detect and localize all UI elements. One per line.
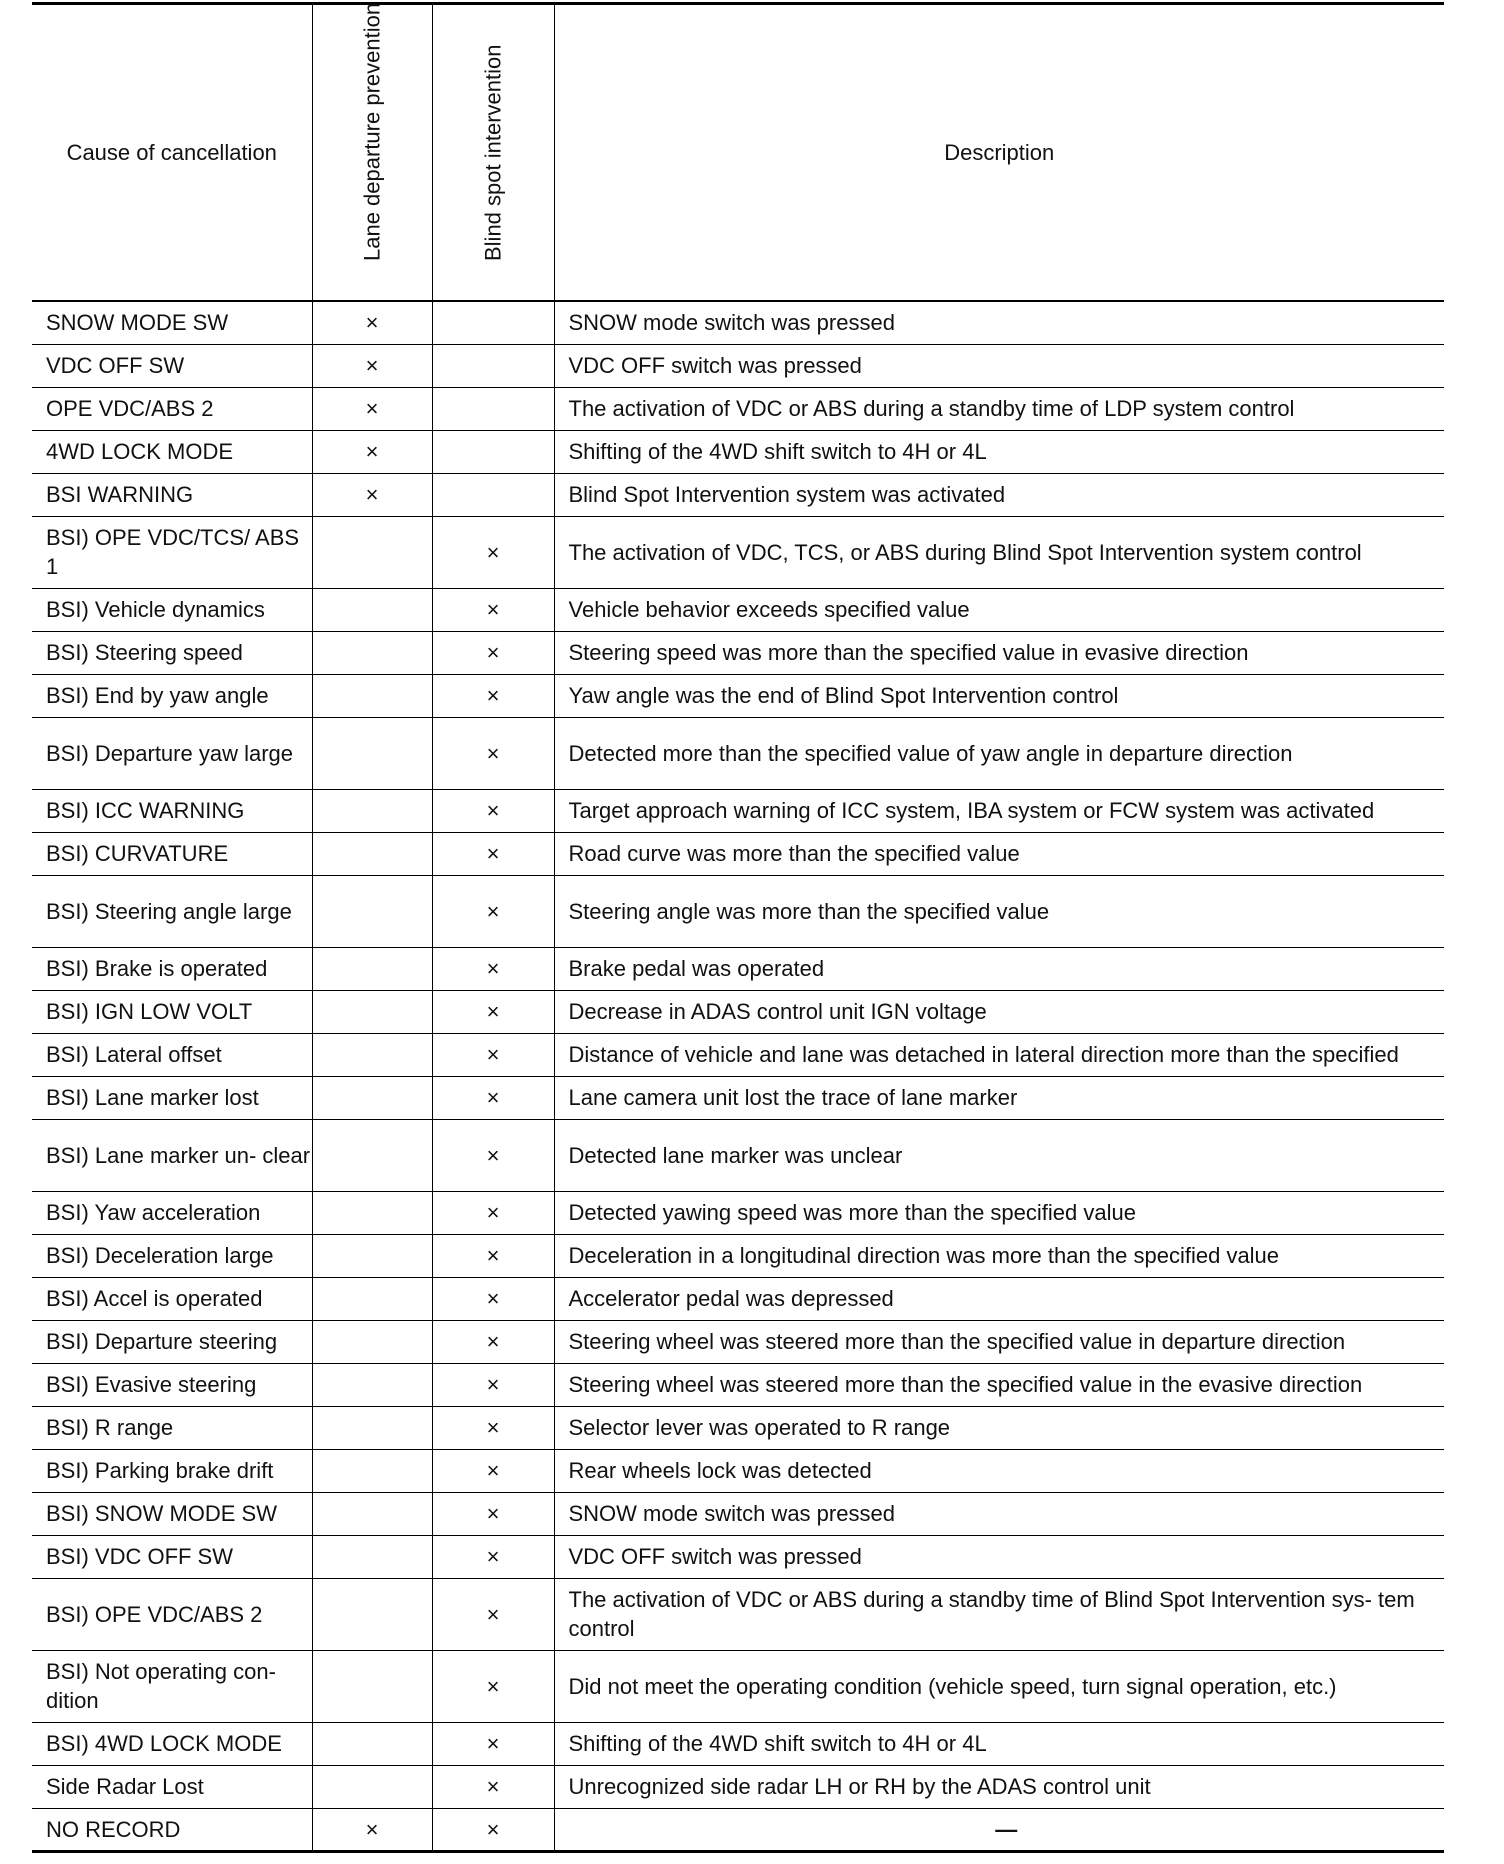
cause-cell: NO RECORD [32,1808,312,1851]
bsi-mark-cell: × [432,1765,554,1808]
description-cell: Shifting of the 4WD shift switch to 4H or 4L [554,430,1444,473]
table-row [32,387,1444,430]
ldp-mark-cell: × [312,1808,432,1851]
description-cell: Vehicle behavior exceeds specified value [554,588,1444,631]
bsi-mark-cell: × [432,1650,554,1722]
cause-cell: BSI) Departure yaw large [32,717,312,789]
bsi-mark-cell: × [432,717,554,789]
description-cell: SNOW mode switch was pressed [554,1492,1444,1535]
description-cell: Brake pedal was operated [554,947,1444,990]
table-row [32,674,1444,717]
bsi-mark-cell: × [432,875,554,947]
bsi-mark-cell: × [432,1406,554,1449]
cause-cell: BSI) Lane marker un- clear [32,1119,312,1191]
description-cell: Decrease in ADAS control unit IGN voltage [554,990,1444,1033]
ldp-mark-cell: × [312,344,432,387]
bsi-mark-cell: × [432,588,554,631]
description-cell: Shifting of the 4WD shift switch to 4H or 4L [554,1722,1444,1765]
table-row [32,1076,1444,1119]
bsi-mark-cell: × [432,631,554,674]
table-row [32,588,1444,631]
ldp-mark-cell [312,516,432,588]
cause-cell: BSI) Steering speed [32,631,312,674]
cause-cell: BSI) Not operating con- dition [32,1650,312,1722]
bsi-mark-cell [432,430,554,473]
table-row [32,832,1444,875]
ldp-mark-cell [312,1277,432,1320]
cause-cell: BSI) Vehicle dynamics [32,588,312,631]
cause-cell: 4WD LOCK MODE [32,430,312,473]
ldp-mark-cell [312,1363,432,1406]
bsi-mark-cell: × [432,947,554,990]
cause-cell: BSI) Lane marker lost [32,1076,312,1119]
description-cell: Yaw angle was the end of Blind Spot Intervention control [554,674,1444,717]
description-cell: Did not meet the operating condition (vehicle speed, turn signal operation, etc.) [554,1650,1444,1722]
header-lane-departure-prevention [312,4,432,302]
bsi-mark-cell: × [432,1722,554,1765]
ldp-mark-cell: × [312,473,432,516]
description-cell: Blind Spot Intervention system was activated [554,473,1444,516]
description-cell: The activation of VDC, TCS, or ABS during Blind Spot Intervention system control [554,516,1444,588]
cause-cell: BSI) Accel is operated [32,1277,312,1320]
ldp-mark-cell [312,832,432,875]
cause-cell: BSI) Departure steering [32,1320,312,1363]
bsi-mark-cell: × [432,1320,554,1363]
table-row [32,717,1444,789]
cause-cell: BSI) CURVATURE [32,832,312,875]
bsi-mark-cell [432,473,554,516]
description-cell: Distance of vehicle and lane was detached in lateral direction more than the specified [554,1033,1444,1076]
ldp-mark-cell [312,990,432,1033]
description-cell: Deceleration in a longitudinal direction was more than the specified value [554,1234,1444,1277]
header-ldp-label: Lane departure prevention [359,2,385,261]
table-row [32,516,1444,588]
ldp-mark-cell [312,717,432,789]
bsi-mark-cell: × [432,1578,554,1650]
table-row [32,1033,1444,1076]
bsi-mark-cell: × [432,674,554,717]
ldp-mark-cell: × [312,430,432,473]
bsi-mark-cell: × [432,1449,554,1492]
bsi-mark-cell [432,387,554,430]
cause-cell: BSI) VDC OFF SW [32,1535,312,1578]
ldp-mark-cell [312,1033,432,1076]
table-row [32,301,1444,344]
description-cell: Unrecognized side radar LH or RH by the ADAS control unit [554,1765,1444,1808]
table-row [32,990,1444,1033]
bsi-mark-cell: × [432,1363,554,1406]
table-row [32,1234,1444,1277]
cause-cell: SNOW MODE SW [32,301,312,344]
description-cell: Selector lever was operated to R range [554,1406,1444,1449]
bsi-mark-cell: × [432,1191,554,1234]
cancellation-cause-table [32,2,1444,1853]
cause-cell: VDC OFF SW [32,344,312,387]
description-cell: Steering angle was more than the specified value [554,875,1444,947]
ldp-mark-cell [312,1765,432,1808]
description-cell: VDC OFF switch was pressed [554,1535,1444,1578]
bsi-mark-cell: × [432,1535,554,1578]
table-row [32,1320,1444,1363]
cause-cell: BSI) SNOW MODE SW [32,1492,312,1535]
ldp-mark-cell [312,875,432,947]
description-cell: Detected yawing speed was more than the specified value [554,1191,1444,1234]
description-cell: SNOW mode switch was pressed [554,301,1444,344]
table-row [32,947,1444,990]
description-cell: Accelerator pedal was depressed [554,1277,1444,1320]
cause-cell: BSI) OPE VDC/TCS/ ABS 1 [32,516,312,588]
header-row [32,4,1444,302]
ldp-mark-cell [312,1578,432,1650]
no-description-dash: — [995,1816,1018,1842]
cause-cell: BSI WARNING [32,473,312,516]
description-cell: Lane camera unit lost the trace of lane marker [554,1076,1444,1119]
ldp-mark-cell [312,1406,432,1449]
table-row [32,1363,1444,1406]
bsi-mark-cell: × [432,789,554,832]
ldp-mark-cell [312,1650,432,1722]
description-cell: Rear wheels lock was detected [554,1449,1444,1492]
description-cell [554,1808,1444,1851]
table-row [32,789,1444,832]
cause-cell: BSI) Brake is operated [32,947,312,990]
table-row [32,1650,1444,1722]
cause-cell: OPE VDC/ABS 2 [32,387,312,430]
ldp-mark-cell [312,947,432,990]
description-cell: Road curve was more than the specified value [554,832,1444,875]
ldp-mark-cell [312,674,432,717]
cause-cell: BSI) ICC WARNING [32,789,312,832]
table-row [32,1808,1444,1851]
ldp-mark-cell [312,1492,432,1535]
ldp-mark-cell: × [312,387,432,430]
cause-cell: BSI) Steering angle large [32,875,312,947]
bsi-mark-cell: × [432,1033,554,1076]
description-cell: Target approach warning of ICC system, IBA system or FCW system was activated [554,789,1444,832]
bsi-mark-cell: × [432,832,554,875]
ldp-mark-cell [312,1119,432,1191]
ldp-mark-cell [312,1234,432,1277]
cause-cell: BSI) OPE VDC/ABS 2 [32,1578,312,1650]
table-row [32,1191,1444,1234]
description-cell: Steering speed was more than the specified value in evasive direction [554,631,1444,674]
ldp-mark-cell [312,1722,432,1765]
table-row [32,875,1444,947]
ldp-mark-cell: × [312,301,432,344]
table-row [32,1535,1444,1578]
bsi-mark-cell [432,301,554,344]
table-row [32,473,1444,516]
description-cell: VDC OFF switch was pressed [554,344,1444,387]
bsi-mark-cell [432,344,554,387]
description-cell: The activation of VDC or ABS during a standby time of Blind Spot Intervention sys- tem control [554,1578,1444,1650]
table-row [32,1492,1444,1535]
cause-cell: BSI) Evasive steering [32,1363,312,1406]
cause-cell: BSI) 4WD LOCK MODE [32,1722,312,1765]
table-row [32,1119,1444,1191]
ldp-mark-cell [312,1535,432,1578]
header-bsi-label: Blind spot intervention [480,44,506,261]
description-cell: The activation of VDC or ABS during a standby time of LDP system control [554,387,1444,430]
table-row [32,1277,1444,1320]
ldp-mark-cell [312,631,432,674]
table-body [32,301,1444,1851]
cause-cell: BSI) Deceleration large [32,1234,312,1277]
cause-cell: BSI) End by yaw angle [32,674,312,717]
cause-cell: Side Radar Lost [32,1765,312,1808]
bsi-mark-cell: × [432,1808,554,1851]
table-row [32,1578,1444,1650]
bsi-mark-cell: × [432,1119,554,1191]
cause-cell: BSI) R range [32,1406,312,1449]
bsi-mark-cell: × [432,1076,554,1119]
bsi-mark-cell: × [432,516,554,588]
table-row [32,430,1444,473]
cause-cell: BSI) IGN LOW VOLT [32,990,312,1033]
table-row [32,1449,1444,1492]
bsi-mark-cell: × [432,1492,554,1535]
cause-cell: BSI) Yaw acceleration [32,1191,312,1234]
bsi-mark-cell: × [432,1277,554,1320]
description-cell: Steering wheel was steered more than the specified value in the evasive direction [554,1363,1444,1406]
ldp-mark-cell [312,1449,432,1492]
ldp-mark-cell [312,1320,432,1363]
header-blind-spot-intervention [432,4,554,302]
description-cell: Steering wheel was steered more than the specified value in departure direction [554,1320,1444,1363]
description-cell: Detected lane marker was unclear [554,1119,1444,1191]
ldp-mark-cell [312,588,432,631]
ldp-mark-cell [312,789,432,832]
cause-cell: BSI) Lateral offset [32,1033,312,1076]
description-cell: Detected more than the specified value of yaw angle in departure direction [554,717,1444,789]
table-row [32,1722,1444,1765]
cause-cell: BSI) Parking brake drift [32,1449,312,1492]
header-description: Description [554,4,1444,302]
bsi-mark-cell: × [432,990,554,1033]
ldp-mark-cell [312,1076,432,1119]
table-row [32,1406,1444,1449]
table-row [32,631,1444,674]
header-cause: Cause of cancellation [32,4,312,302]
table-row [32,1765,1444,1808]
table-row [32,344,1444,387]
ldp-mark-cell [312,1191,432,1234]
bsi-mark-cell: × [432,1234,554,1277]
